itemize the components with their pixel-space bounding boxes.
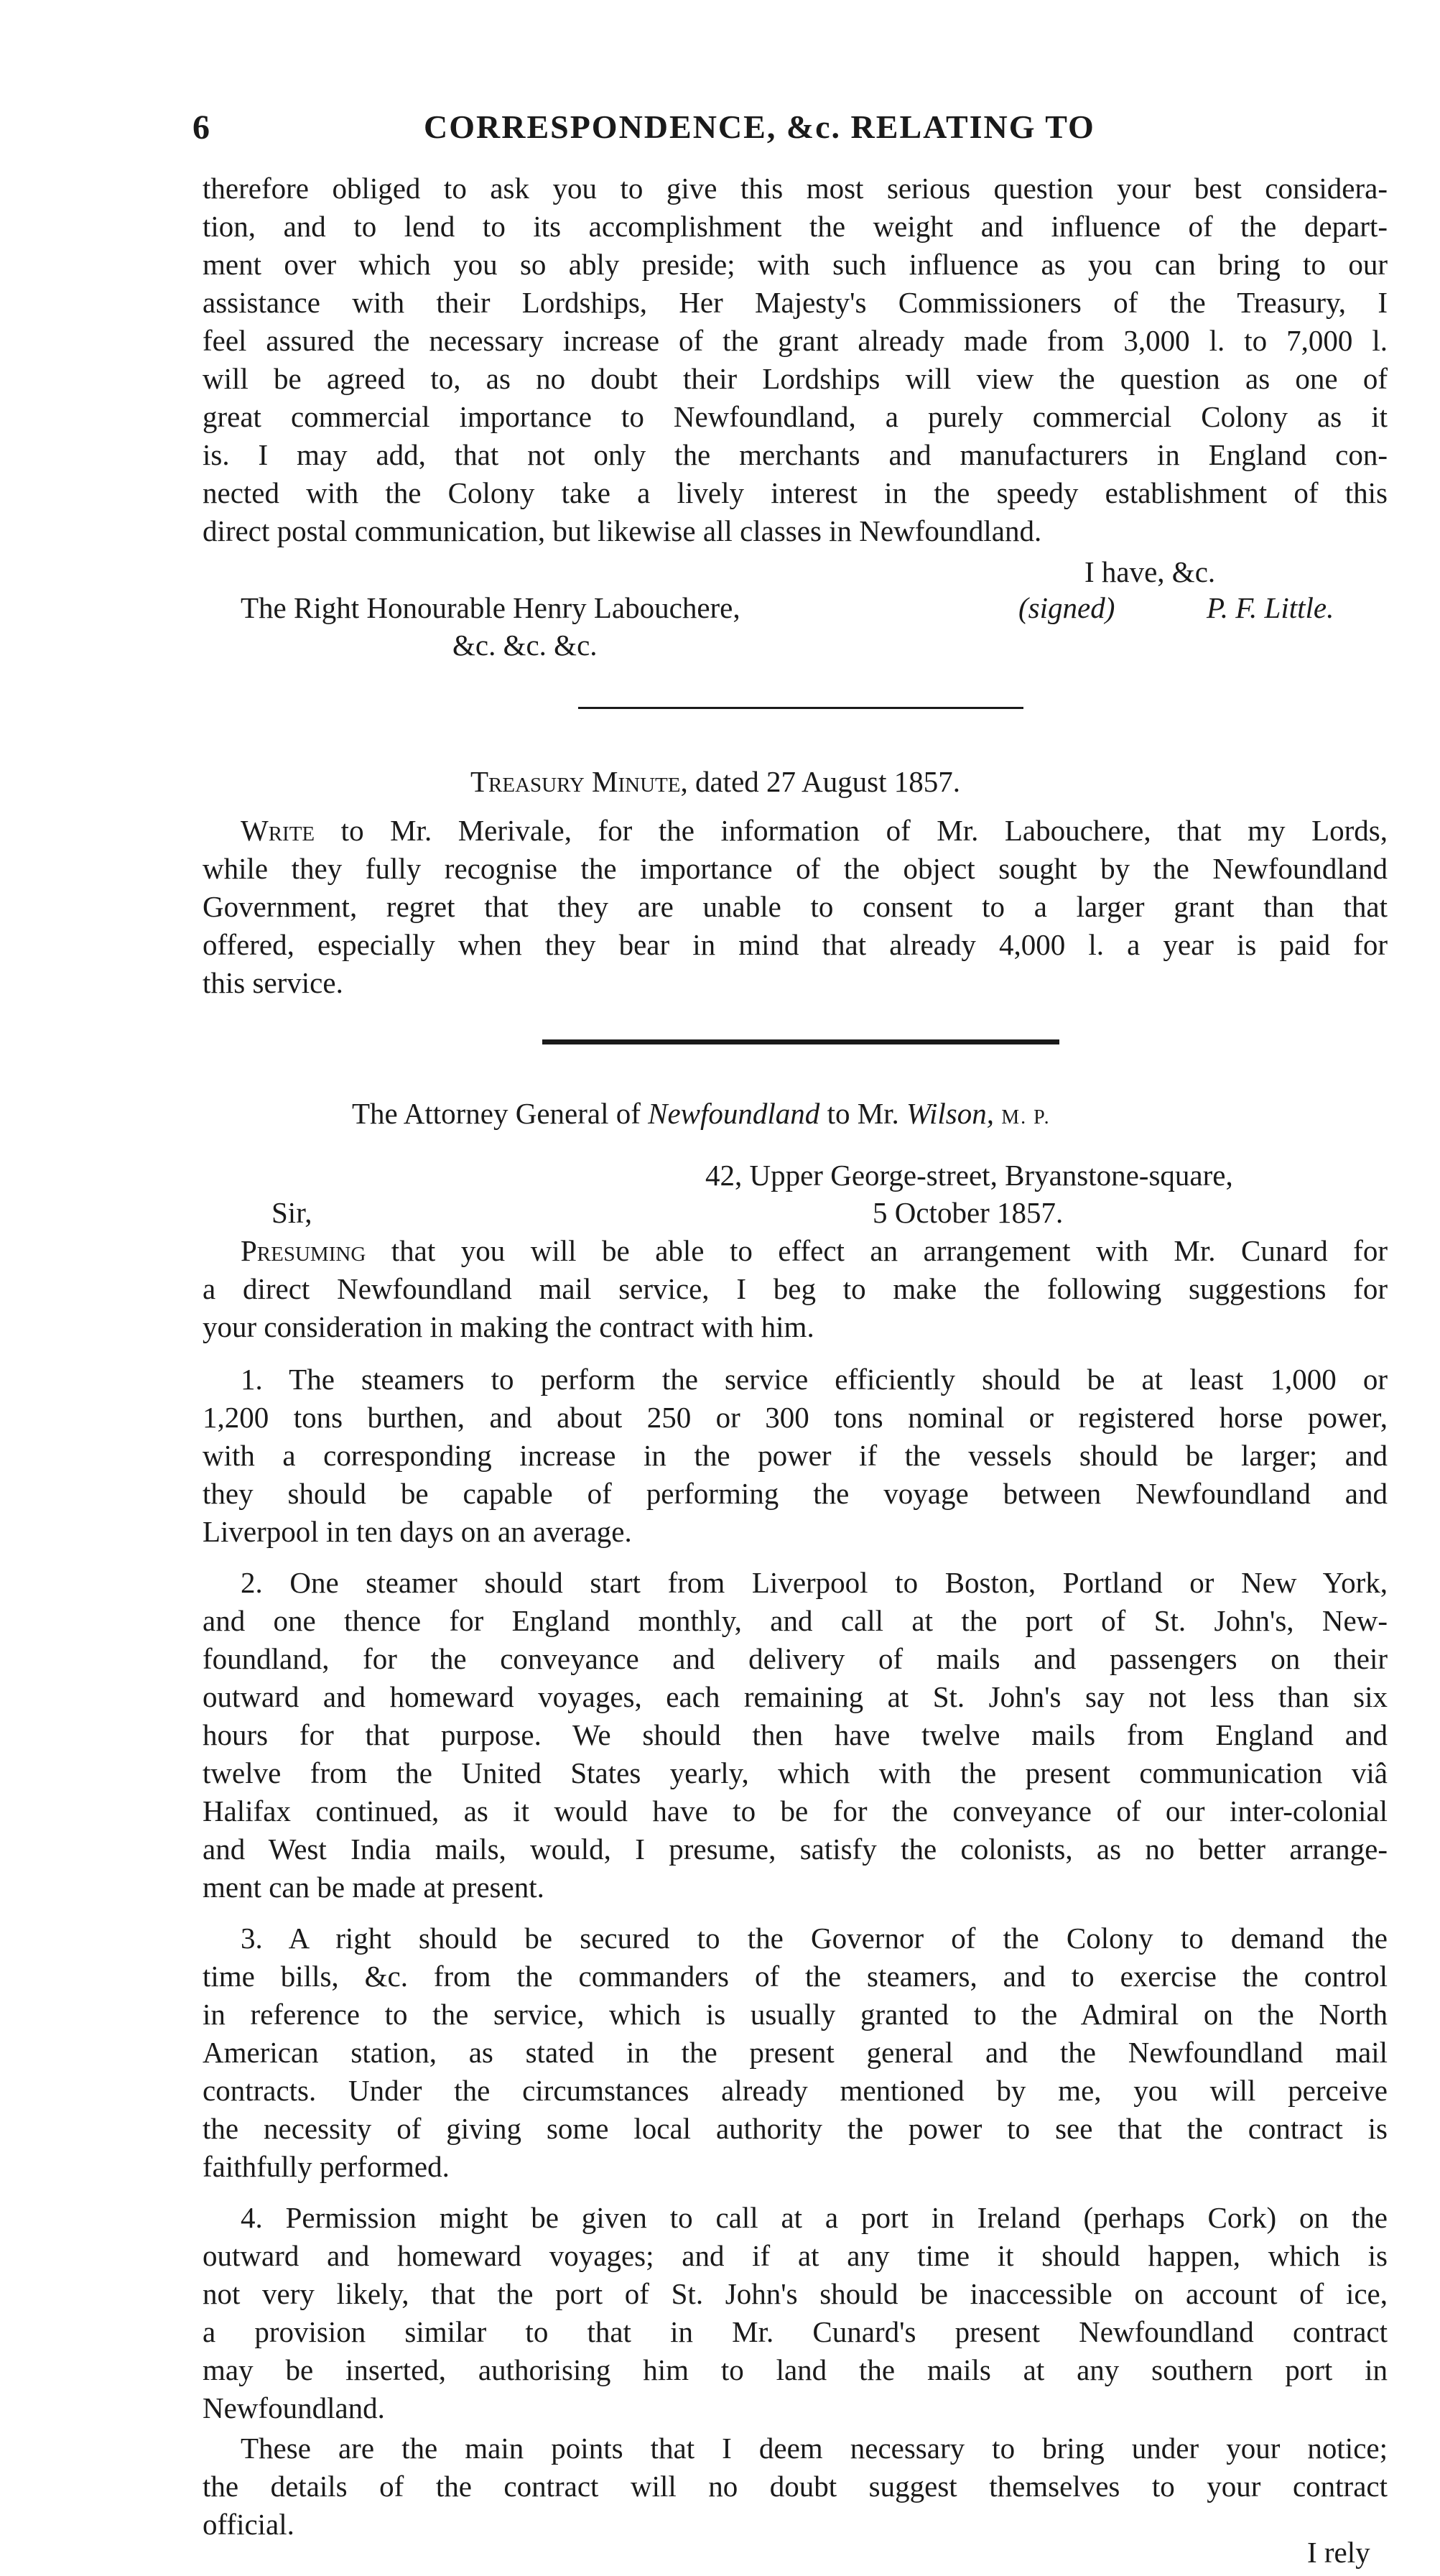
letter-heading <box>352 1095 1051 1136</box>
para2-line: twelve from the United States yearly, which with the present communication viâ <box>203 1756 1388 1789</box>
minute-line-text: to Mr. Merivale, for the information of Mr. Labouchere, that my Lords, <box>315 814 1388 847</box>
para2-line: ment can be made at present. <box>203 1871 544 1904</box>
letter-line: nected with the Colony take a lively interest in the speedy establishment of this <box>203 476 1388 509</box>
letter-line: therefore obliged to ask you to give this most serious question your best considera- <box>203 172 1388 205</box>
letter-date: 5 October 1857. <box>873 1196 1064 1229</box>
para3-line: 3. A right should be secured to the Governor of the Colony to demand the <box>241 1922 1388 1955</box>
salutation: Sir, <box>271 1196 312 1229</box>
heading-place: Newfoundland <box>648 1097 820 1130</box>
intro-line: your consideration in making the contract with him. <box>203 1310 814 1343</box>
para1-line: Liverpool in ten days on an average. <box>203 1515 632 1548</box>
letter-line: direct postal communication, but likewise all classes in Newfoundland. <box>203 514 1042 547</box>
para3-line: time bills, &c. from the commanders of the steamers, and to exercise the control <box>203 1960 1388 1993</box>
para4-line: a provision similar to that in Mr. Cunard's present Newfoundland contract <box>203 2315 1388 2348</box>
letter-line: assistance with their Lordships, Her Majesty's Commissioners of the Treasury, I <box>203 286 1388 319</box>
closing-formula: I have, &c. <box>1084 555 1216 588</box>
addressee-etc: &c. &c. &c. <box>452 629 598 662</box>
heading-part: to Mr. <box>827 1097 899 1130</box>
para1-line: they should be capable of performing the voyage between Newfoundland and <box>203 1477 1388 1510</box>
minute-line <box>241 812 1388 849</box>
para2-line: 2. One steamer should start from Liverpool to Boston, Portland or New York, <box>241 1566 1388 1599</box>
para4-line: 4. Permission might be given to call at a port in Ireland (perhaps Cork) on the <box>241 2201 1388 2234</box>
letter-line: ment over which you so ably preside; with such influence as you can bring to our <box>203 248 1388 281</box>
para1-line: 1,200 tons burthen, and about 250 or 300 tons nominal or registered horse power, <box>203 1401 1388 1434</box>
para2-line: Halifax continued, as it would have to be for the conveyance of our inter-colonial <box>203 1794 1388 1827</box>
para2-line: and West India mails, would, I presume, satisfy the colonists, as no better arrange- <box>203 1833 1388 1866</box>
intro-line-text: that you will be able to effect an arrangement with Mr. Cunard for <box>366 1234 1388 1267</box>
minute-line: offered, especially when they bear in mind that already 4,000 l. a year is paid for <box>203 928 1388 961</box>
para4-line: may be inserted, authorising him to land the mails at any southern port in <box>203 2353 1388 2386</box>
minute-title <box>470 763 960 800</box>
para2-line: foundland, for the conveyance and delivery of mails and passengers on their <box>203 1642 1388 1675</box>
addressee: The Right Honourable Henry Labouchere, <box>241 591 740 624</box>
minute-line: Government, regret that they are unable to consent to a larger grant than that <box>203 890 1388 923</box>
section-divider-heavy <box>542 1039 1059 1044</box>
letter-line: tion, and to lend to its accomplishment the weight and influence of the depart- <box>203 210 1388 243</box>
para1-line: 1. The steamers to perform the service efficiently should be at least 1,000 or <box>241 1363 1388 1396</box>
para2-line: hours for that purpose. We should then have twelve mails from England and <box>203 1718 1388 1751</box>
heading-recipient: Wilson, <box>906 1097 994 1130</box>
letter-line: will be agreed to, as no doubt their Lordships will view the question as one of <box>203 362 1388 395</box>
para5-line: the details of the contract will no doubt suggest themselves to your contract <box>203 2470 1388 2503</box>
heading-part: The Attorney General of <box>352 1097 641 1130</box>
para3-line: in reference to the service, which is usually granted to the Admiral on the North <box>203 1998 1388 2031</box>
para5-line: These are the main points that I deem necessary to bring under your notice; <box>241 2432 1388 2465</box>
para2-line: and one thence for England monthly, and call at the port of St. John's, New- <box>203 1604 1388 1637</box>
minute-line: this service. <box>203 966 343 999</box>
section-divider <box>578 707 1023 709</box>
page-number: 6 <box>192 108 210 147</box>
letter-line: feel assured the necessary increase of the grant already made from 3,000 l. to 7,000 l. <box>203 324 1388 357</box>
letter-address: 42, Upper George-street, Bryanstone-square, <box>705 1159 1233 1192</box>
para2-line: outward and homeward voyages, each remaining at St. John's say not less than six <box>203 1680 1388 1713</box>
minute-first-word: Write <box>241 814 315 847</box>
intro-line: a direct Newfoundland mail service, I beg to make the following suggestions for <box>203 1272 1388 1305</box>
minute-line: while they fully recognise the importance of the object sought by the Newfoundland <box>203 852 1388 885</box>
para4-line: not very likely, that the port of St. John's should be inaccessible on account of ice, <box>203 2277 1388 2310</box>
para3-line: the necessity of giving some local authority the power to see that the contract is <box>203 2112 1388 2145</box>
letter-line: is. I may add, that not only the merchants and manufacturers in England con- <box>203 438 1388 471</box>
para3-line: faithfully performed. <box>203 2150 450 2183</box>
intro-first-word: Presuming <box>241 1234 366 1267</box>
running-head: CORRESPONDENCE, &c. RELATING TO <box>424 108 1095 145</box>
para1-line: with a corresponding increase in the power if the vessels should be larger; and <box>203 1439 1388 1472</box>
letter-line: great commercial importance to Newfoundland, a purely commercial Colony as it <box>203 400 1388 433</box>
para4-line: Newfoundland. <box>203 2391 385 2424</box>
heading-title: M. P. <box>1001 1106 1051 1129</box>
minute-title-date: dated 27 August 1857. <box>695 765 960 798</box>
para3-line: American station, as stated in the present general and the Newfoundland mail <box>203 2036 1388 2069</box>
para4-line: outward and homeward voyages; and if at any time it should happen, which is <box>203 2239 1388 2272</box>
para3-line: contracts. Under the circumstances already mentioned by me, you will perceive <box>203 2074 1388 2107</box>
minute-title-label: Treasury Minute, <box>470 765 688 798</box>
signatory: P. F. Little. <box>1207 591 1334 624</box>
signed-note: (signed) <box>1018 591 1115 624</box>
para5-line: official. <box>203 2508 294 2541</box>
catchword: I rely <box>1307 2536 1370 2569</box>
intro-line <box>241 1232 1388 1269</box>
